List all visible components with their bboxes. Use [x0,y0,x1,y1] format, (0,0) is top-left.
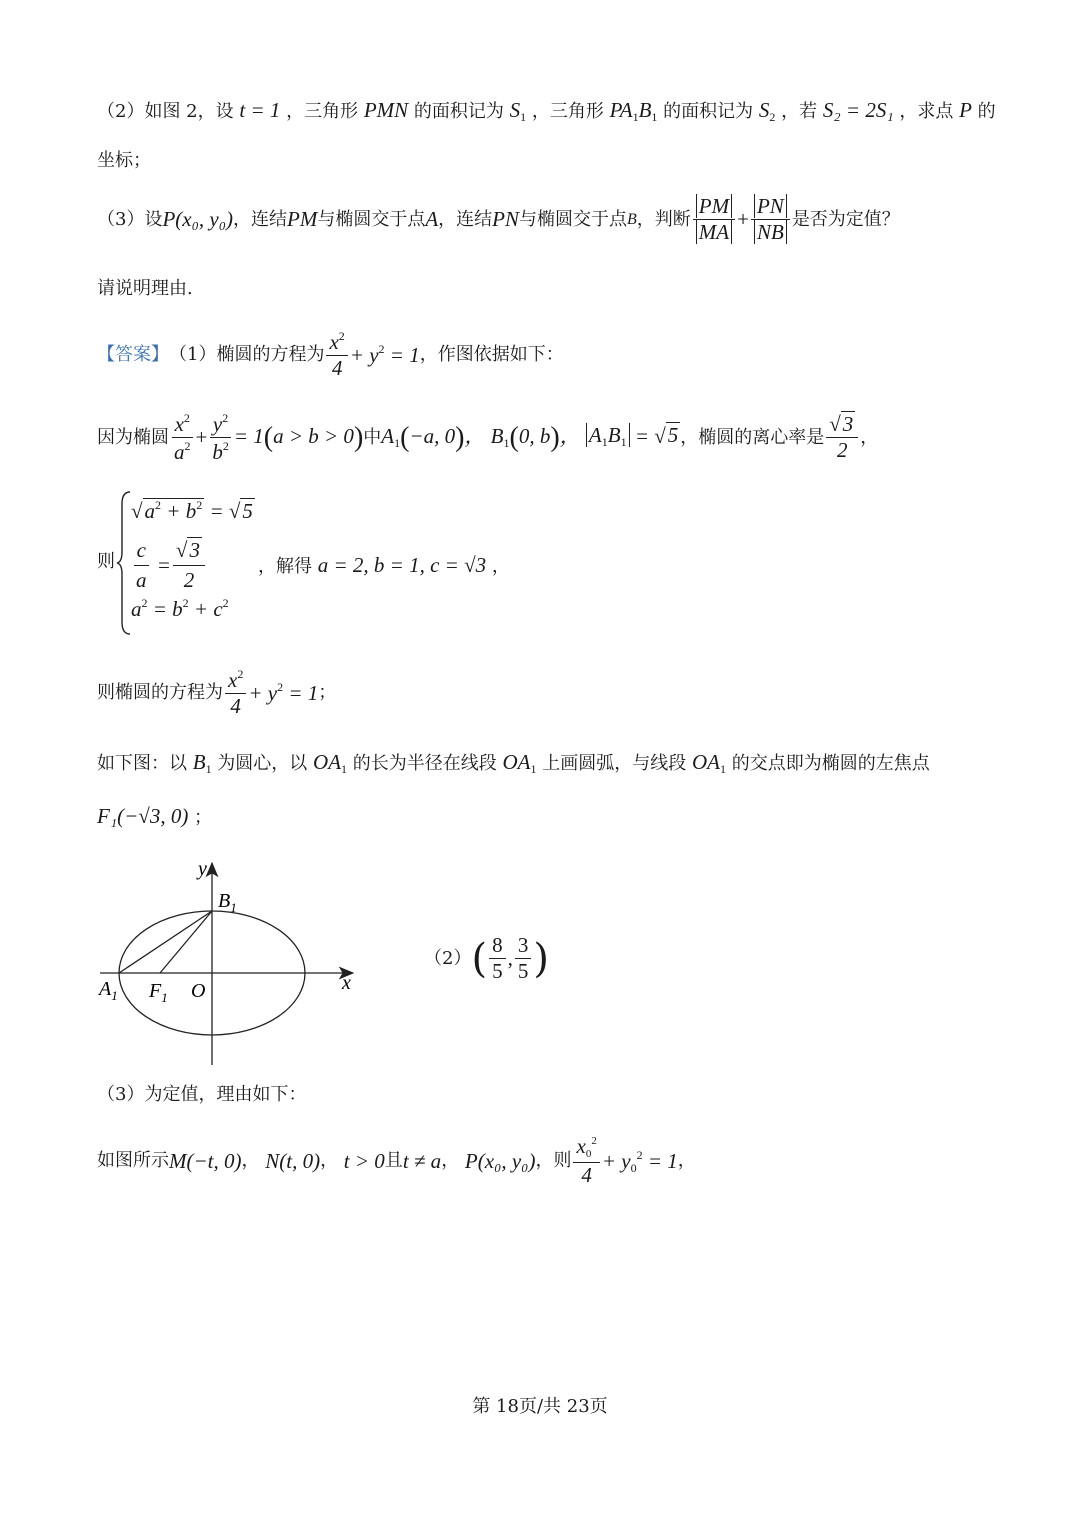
answer-text: 中 [363,426,382,448]
q3-point-p: P(x₀, y₀) [162,207,234,231]
q3-text: 与椭圆交于点 [519,208,628,230]
focus-line: F₁(−√3, 0) ； [97,804,213,828]
x-label: x [342,972,351,994]
answer-line1: 【答案】 （1）椭圆的方程为 $\frac{x^2}{4}$ + $y^2 = 1$ ，作图依据如下： [97,329,564,380]
ellipse-figure [95,855,365,1070]
q2-text: 的 [977,101,996,122]
page-footer: 第 18页/共 23页 [472,1396,608,1417]
answer-part3-intro: （3）为定值，理由如下： [97,1084,307,1105]
segment-a1b1 [119,911,212,973]
q2-s2: $S_2$ [758,98,776,124]
q2-point-p: P [959,98,972,122]
q3-text: 是否为定值？ [791,208,900,230]
q3-fraction-pn-nb: $\frac{PN}{NB}$ [751,196,790,243]
q3-pm: PM [287,207,318,231]
q2-text: ，求点 [899,101,954,122]
q3-point-a: A [425,207,439,231]
q2-text: 的面积记为 [663,101,754,122]
part2-label: （2） [424,947,472,969]
answer-text: （1）椭圆的方程为 [169,343,325,365]
q2-line1 [97,100,996,123]
construction-line: 如下图：以 $B_1$ 为圆心，以 $OA_1$ 的长为半径在线段 $OA_1$ 上画圆弧，与线段 $OA_1$ 的交点即为椭圆的左焦点 [97,750,930,776]
q2-text: ，若 [781,101,818,122]
origin-label: O [191,980,206,1002]
segment-f1b1 [160,911,212,973]
answer-text: ，椭圆的离心率是 [680,426,825,448]
ellipse-equation-line: 则椭圆的方程为 $\frac{x^2}{4}$ + $y^2 = 1$ ； [97,667,337,718]
focus-point: F₁(−√3, 0) [97,804,189,828]
q3-pn: PN [492,207,520,231]
answer-text: 因为椭圆 [97,426,169,448]
system-eq2: $\frac{c}{a}$ = $\frac{√3}{2}$ [131,538,207,593]
q3-text: ，连结 [438,208,493,230]
q2-line2: 坐标； [97,150,151,171]
b1-label: $B_1$ [218,890,237,915]
point-m: M(−t, 0) [169,1148,242,1173]
system-eq1: $√a^2 + b^2 = √5$ [131,498,253,523]
system-eq3: $a^2 = b^2 + c^2$ [131,596,229,621]
answer-reason-line: 因为椭圆 $\frac{x^2}{a^2}$ + $\frac{y^2}{b^2}$ = 1(a > b > 0) 中 $A_1(-a$, 0)， $B_1(0$, b)， $A_1B_1 = √5$ ，椭圆的离心率是 $\frac{√3}{2}$ ， [97,411,879,464]
ellipse-x-term: $\frac{x^2}{4}$ [326,330,347,379]
a1-label: $A_1$ [99,978,118,1003]
y-label: y [198,858,207,880]
q2-triangle-pa1b1: $PA_1B_1$ [609,98,658,124]
q2-intro: （2）如图 2，设 [97,101,234,122]
q3-text: ，判断 [636,208,691,230]
q2-text: ，三角形 [531,101,604,122]
point-n: N(t, 0) [265,1148,321,1173]
answer-tag: 【答案】 [97,343,169,365]
q3-line2: 请说明理由. [97,278,193,299]
q2-condition: S₂ = 2S₁ [822,98,894,122]
answer-part3-line: 如图所示 M(−t, 0) ， N(t, 0) ， t > 0 且 t ≠ a ， P(x₀, y₀) ，则 $\frac{x_0^2}{4}$ + $y_0^2 = 1$ ， [97,1134,696,1187]
q3-text: ，连结 [233,208,288,230]
q3-text: 与椭圆交于点 [317,208,426,230]
answer-text: 则椭圆的方程为 [97,681,223,703]
f1-label: $F_1$ [149,980,168,1005]
system-result: a = 2, b = 1, c = √3 [317,553,487,577]
q3-fraction-pm-ma: $\frac{PM}{MA}$ [693,196,735,243]
q2-t-eq: t = 1 [239,98,281,122]
point-p: P(x₀, y₀) [464,1148,536,1173]
q2-triangle-pmn: PMN [363,98,409,122]
q2-text: ，三角形 [286,101,359,122]
q3-line1: （3）设 P(x₀, y₀) ，连结 PM 与椭圆交于点 A ，连结 PN 与椭圆交于点 B ，判断 $\frac{PM}{MA}$ + $\frac{PN}{NB}$ 是否为定值？ [97,194,900,244]
answer-text: ，作图依据如下： [419,343,564,365]
system-prefix: 则 [97,551,115,572]
q3-intro: （3）设 [97,208,163,230]
system-solve: ，解得 a = 2, b = 1, c = √3 ， [258,553,510,577]
q2-s1: $S_1$ [509,98,527,124]
q3-point-b: B [627,210,637,228]
q2-text: 的面积记为 [413,101,504,122]
answer-part2: （2） ( $\frac{8}{5}$ , $\frac{3}{5}$ ) [424,933,549,983]
